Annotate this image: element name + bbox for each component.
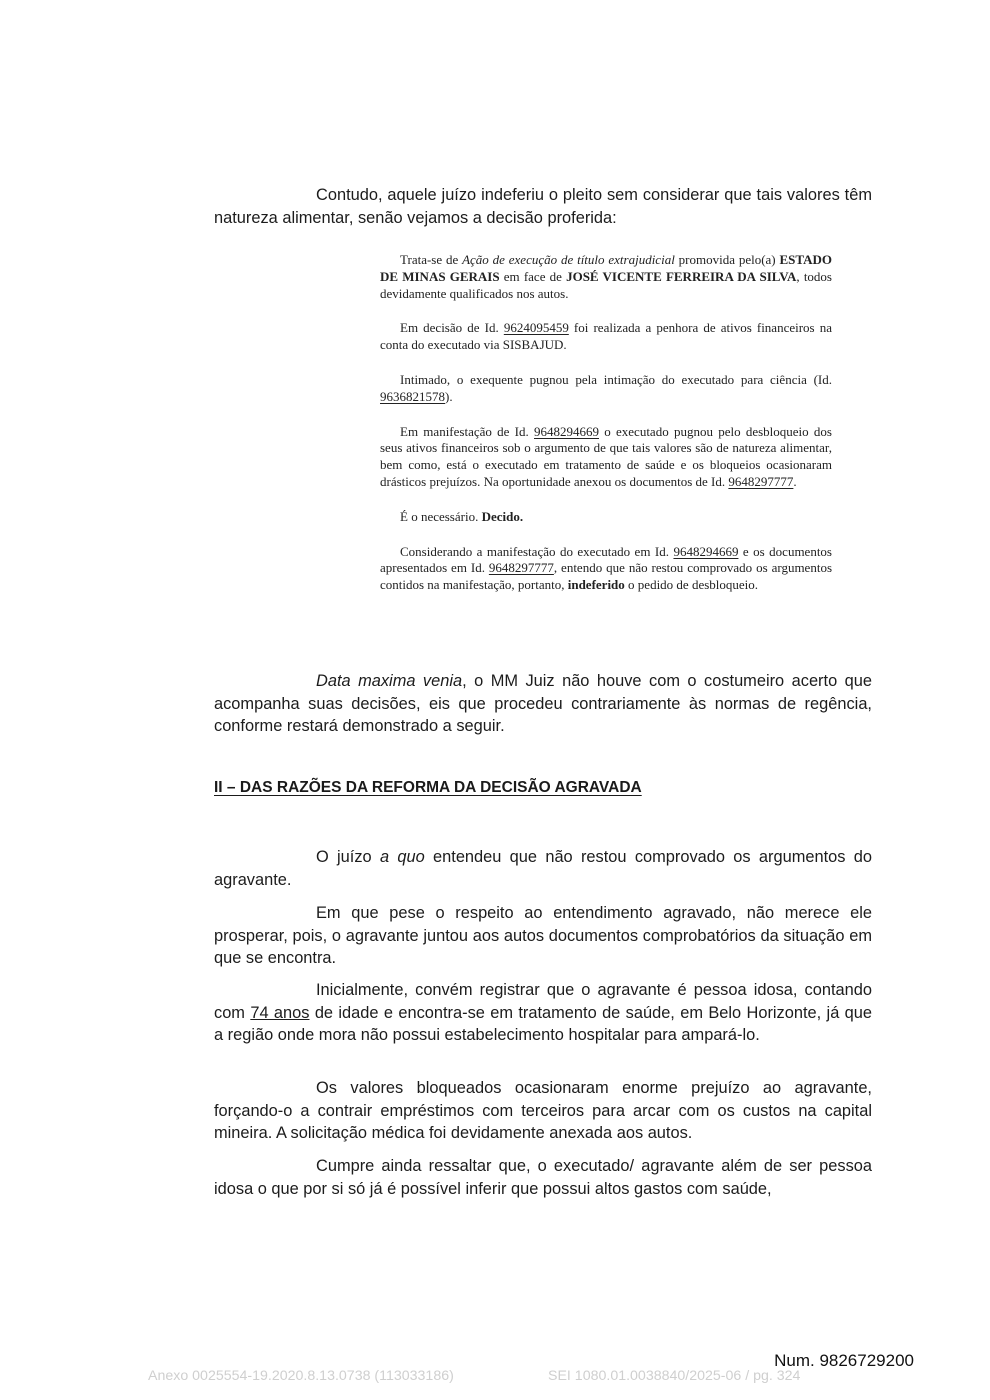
quote-paragraph-3: Intimado, o exequente pugnou pela intimação do executado para ciência (Id. 9636821578). bbox=[380, 371, 832, 404]
document-id-link: 9648297777 bbox=[728, 473, 794, 489]
document-id-link: 9648297777 bbox=[488, 560, 554, 576]
paragraph-cumpre: Cumpre ainda ressaltar que, o executado/ agravante além de ser pessoa idosa o que por si só já é possível inferir que possui altos gastos com saúde, bbox=[214, 1157, 872, 1198]
paragraph-venia: Data maxima venia, o MM Juiz não houve com o costumeiro acerto que acompanha suas decisões, eis que procedeu contrariamente às normas de regência, conforme restará demonstrado a seguir. bbox=[214, 672, 872, 735]
quote-paragraph-6: Considerando a manifestação do executado em Id. 9648294669 e os documentos apresentados em Id. 9648297777, entendo que não restou comprovado os argumentos contidos na manifestação, portanto, indeferido o pedido de desbloqueio. bbox=[380, 543, 832, 593]
quote-paragraph-1: Trata-se de Ação de execução de título extrajudicial promovida pelo(a) ESTADO DE MINAS GERAIS em face de JOSÉ VICENTE FERREIRA DA SILVA, todos devidamente qualificados nos autos. bbox=[380, 252, 832, 301]
footer-annex-reference: Anexo 0025554-19.2020.8.13.0738 (113033186) bbox=[148, 1368, 454, 1384]
quote-paragraph-4: Em manifestação de Id. 9648294669 o executado pugnou pelo desbloqueio dos seus ativos financeiros sob o argumento de que tais valores são de natureza alimentar, bem como, está o executado em tratamento de saúde e os bloqueios ocasionaram drásticos prejuízos. Na oportunidade anexou os documentos de Id. 9648297777. bbox=[380, 423, 832, 489]
quote-paragraph-2: Em decisão de Id. 9624095459 foi realizada a penhora de ativos financeiros na conta do executado via SISBAJUD. bbox=[380, 320, 832, 353]
footer-watermark bbox=[148, 1368, 848, 1384]
document-id-link: 9648294669 bbox=[534, 423, 599, 439]
paragraph-idosa: Inicialmente, convém registrar que o agravante é pessoa idosa, contando com 74 anos de idade e encontra-se em tratamento de saúde, em Belo Horizonte, já que a região onde mora não possui estabelecimento hospitalar para ampará-lo. bbox=[214, 981, 873, 1044]
section-heading: II – DAS RAZÕES DA REFORMA DA DECISÃO AGRAVADA bbox=[214, 779, 642, 796]
document-id-link: 9636821578 bbox=[380, 388, 445, 404]
quote-paragraph-5: É o necessário. Decido. bbox=[400, 508, 524, 524]
paragraph-intro: Contudo, aquele juízo indeferiu o pleito sem considerar que tais valores têm natureza alimentar, senão vejamos a decisão proferida: bbox=[214, 186, 872, 227]
paragraph-a-quo: O juízo a quo entendeu que não restou comprovado os argumentos do agravante. bbox=[214, 848, 872, 889]
document-number-stamp: Num. 9826729200 bbox=[774, 1351, 914, 1370]
paragraph-respeito: Em que pese o respeito ao entendimento agravado, não merece ele prosperar, pois, o agravante juntou aos autos documentos comprobatórios da situação em que se encontra. bbox=[214, 904, 872, 967]
quoted-decision bbox=[380, 252, 832, 594]
document-id-link: 9624095459 bbox=[503, 320, 569, 336]
footer-sei-reference: SEI 1080.01.0038840/2025-06 / pg. 324 bbox=[548, 1368, 801, 1384]
document-id-link: 9648294669 bbox=[673, 543, 739, 559]
paragraph-valores: Os valores bloqueados ocasionaram enorme prejuízo ao agravante, forçando-o a contrair empréstimos com terceiros para arcar com os custos na capital mineira. A solicitação médica foi devidamente anexada aos autos. bbox=[214, 1079, 872, 1142]
